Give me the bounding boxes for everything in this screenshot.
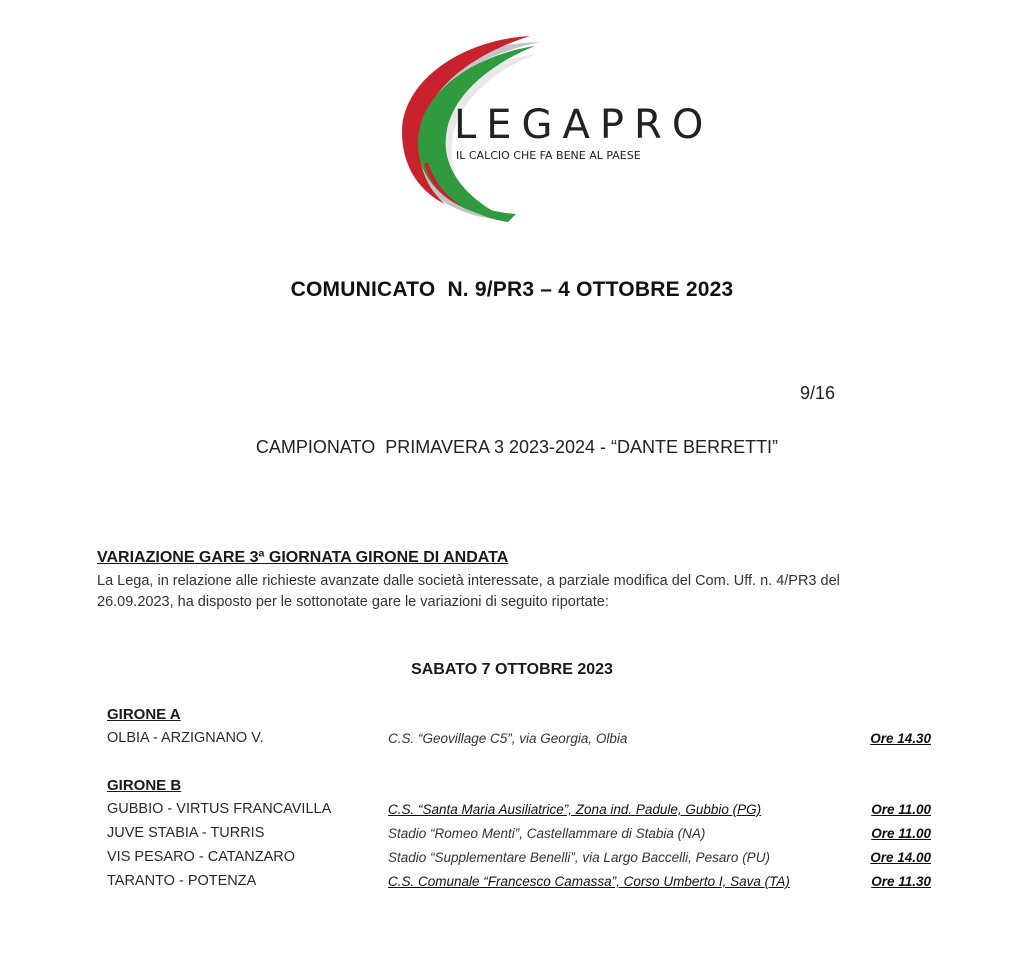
page-number: 9/16 [800, 383, 836, 403]
match-time: Ore 11.30 [871, 874, 931, 889]
match-venue: Stadio “Romeo Menti”, Castellammare di Stabia (NA) [388, 826, 706, 841]
date-heading: SABATO 7 OTTOBRE 2023 [411, 661, 613, 678]
group-title-a: GIRONE A [107, 706, 181, 723]
match-teams: OLBIA - ARZIGNANO V. [107, 730, 264, 746]
page-title: COMUNICATO N. 9/PR3 – 4 OTTOBRE 2023 [290, 278, 734, 301]
match-time: Ore 11.00 [871, 826, 931, 841]
match-venue: Stadio “Supplementare Benelli”, via Largo Baccelli, Pesaro (PU) [388, 850, 770, 865]
lega-pro-swoosh-icon [390, 32, 714, 227]
match-row [0, 873, 1024, 895]
logo-brand-left: LEGA [454, 102, 600, 148]
match-row [0, 849, 1024, 871]
logo-brand-right: PRO [599, 102, 714, 148]
match-teams: JUVE STABIA - TURRIS [107, 825, 265, 841]
match-row [0, 801, 1024, 823]
match-row [0, 825, 1024, 847]
lega-pro-logo [390, 32, 714, 227]
group-title-b: GIRONE B [107, 777, 182, 794]
championship-title: CAMPIONATO PRIMAVERA 3 2023-2024 - “DANTE BERRETTI” [255, 437, 779, 457]
svg-text:LEGAPRO [454, 102, 713, 148]
match-venue: C.S. Comunale “Francesco Camassa”, Corso Umberto I, Sava (TA) [388, 874, 790, 889]
section-body: La Lega, in relazione alle richieste avanzate dalle società interessate, a parziale modifica del Com. Uff. n. 4/PR3 del 26.09.2023, ha disposto per le sottonotate gare le variazioni di seguito riportate: [97, 573, 840, 610]
match-time: Ore 14.30 [870, 731, 931, 746]
match-time: Ore 14.00 [870, 850, 931, 865]
match-row [0, 730, 1024, 752]
match-teams: GUBBIO - VIRTUS FRANCAVILLA [107, 801, 332, 817]
section-heading: VARIAZIONE GARE 3ª GIORNATA GIRONE DI ANDATA [97, 549, 509, 566]
match-venue: C.S. “Geovillage C5”, via Georgia, Olbia [388, 731, 628, 746]
match-teams: TARANTO - POTENZA [107, 873, 257, 889]
match-venue: C.S. “Santa Maria Ausiliatrice”, Zona ind. Padule, Gubbio (PG) [388, 802, 762, 817]
logo-tagline: IL CALCIO CHE FA BENE AL PAESE [456, 149, 641, 162]
match-time: Ore 11.00 [871, 802, 931, 817]
match-teams: VIS PESARO - CATANZARO [107, 849, 295, 865]
